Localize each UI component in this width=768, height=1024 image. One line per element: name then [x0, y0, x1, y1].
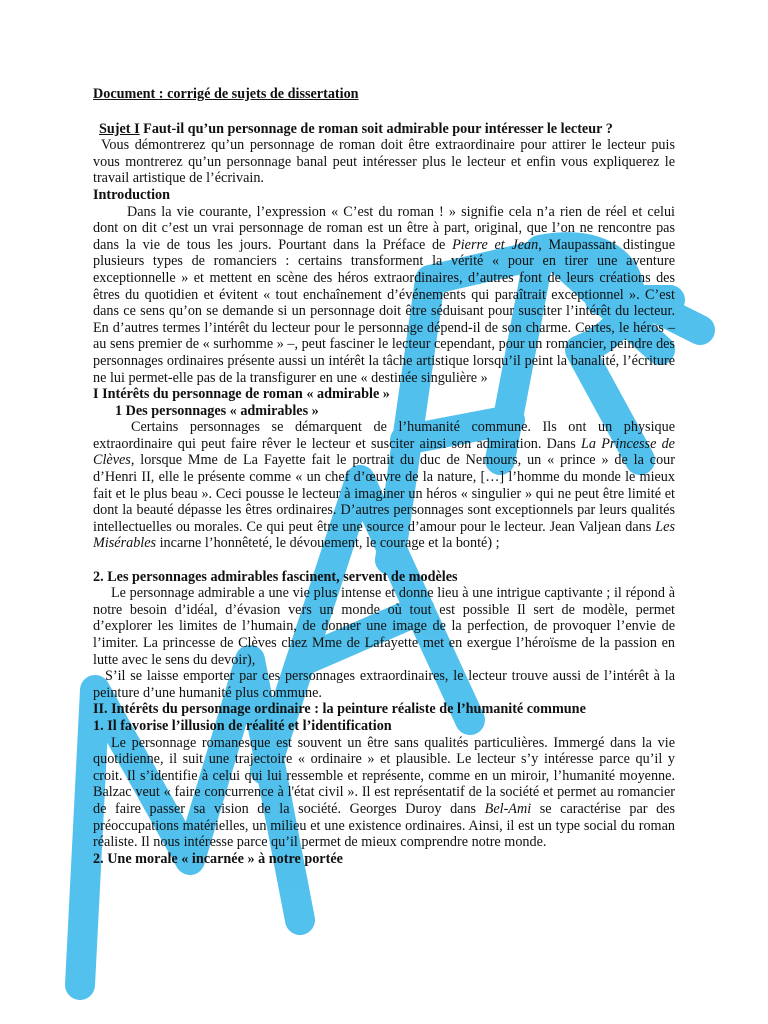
part2-subheading-2: 2. Une morale « incarnée » à notre portée — [93, 850, 343, 867]
p1-text-c: incarne l’honnêteté, le dévouement, le courage et la bonté) ; — [156, 535, 500, 552]
p1-text-a: Certains personnages se démarquent de l’humanité commune. Ils ont un physique extraordinaire qui peut faire rêver le lecteur et susciter ainsi son admiration. Dans — [93, 419, 675, 452]
part1-paragraph-2: Le personnage admirable a une vie plus intense et donne lieu à une intrigue captivante ; il répond à notre besoin d’idéal, d’évasion vers un monde où tout est possible Il sert de modèle, permet d’explorer les limites de l’humain, de donner une image de la perfection, de provoquer l’envie de l’imiter. La princesse de Clèves chez Mme de Lafayette met en exergue l’héroïsme de la passion en lutte avec le sens du devoir), — [93, 585, 675, 668]
subject-instructions: Vous démontrerez qu’un personnage de roman doit être extraordinaire pour attirer le lecteur puis vous montrerez qu’un personnage banal peut intéresser plus le lecteur et enfin vous expliquerez le travail artistique de l’écrivain. — [93, 137, 675, 187]
intro-book-title: Pierre et Jean — [452, 236, 539, 253]
part1-heading: I Intérêts du personnage de roman « admirable » — [93, 386, 390, 403]
subject-question: Faut-il qu’un personnage de roman soit admirable pour intéresser le lecteur ? — [139, 120, 613, 137]
document-title: Document : corrigé de sujets de dissertation — [93, 86, 359, 102]
part1-subheading-2: 2. Les personnages admirables fascinent, servent de modèles — [93, 568, 458, 585]
part2-heading: II. Intérêts du personnage ordinaire : la peinture réaliste de l’humanité commune — [93, 701, 586, 718]
p4-book-title: Bel-Ami — [484, 800, 532, 817]
subject-label: Sujet I — [99, 120, 140, 137]
transition-paragraph: S’il se laisse emporter par ces personnages extraordinaires, le lecteur trouve aussi de l’intérêt à la peinture d’une humanité plus commune. — [93, 668, 675, 701]
part2-paragraph-1 — [93, 735, 675, 851]
intro-text-a: Dans la vie courante, l’expression « C’est du roman ! » signifie cela n’a rien de réel et celui dont on dit c’est un vrai personnage de roman est un être à part, original, que l’on ne rencontre pas dans la vie de tous les jours. Pourtant dans la Préface de — [93, 203, 675, 253]
p1-book-title-2: Les Misérables — [93, 518, 675, 552]
part1-paragraph-1 — [93, 419, 675, 552]
intro-paragraph — [93, 204, 675, 387]
intro-heading: Introduction — [93, 186, 170, 203]
p1-book-title-1: La Princesse de Clèves — [93, 435, 675, 469]
part2-subheading-1: 1. Il favorise l’illusion de réalité et l’identification — [93, 717, 392, 734]
spacer — [93, 552, 675, 569]
p4-text-b: se caractérise par des préoccupations matérielles, un milieu et une existence ordinaires. Ainsi, il est un type social du roman réaliste. Il nous intéresse parce qu’il permet de mieux comprendre notre monde. — [93, 800, 675, 851]
document-body — [93, 86, 675, 867]
p1-text-b: , lorsque Mme de La Fayette fait le portrait du duc de Nemours, un « prince » de la cour d’Henri II, elle le présente comme « un chef d’œuvre de la nature, […] l’homme du monde le mieux fait et le plus beau ». Ceci pousse le lecteur à imaginer un héros « singulier » qui ne peut être limité et dont la beauté dépasse les êtres ordinaires. D’autres personnages sont exceptionnels par leurs qualités intellectuelles ou morales. Ce qui peut être une source d’amour pour le lecteur. Jean Valjean dans — [93, 452, 675, 535]
subject-heading — [93, 121, 675, 138]
p4-text-a: Le personnage romanesque est souvent un être sans qualités particulières. Immergé dans la vie quotidienne, il suit une trajectoire « ordinaire » et plausible. Le lecteur s’y intéresse parce qu’il y croit. Il s’identifie à celui qui lui ressemble et représente, comme en un miroir, l’humanité moyenne. Balzac veut « faire concurrence à l'état civil ». Il est représentatif de la société et permet au romancier de faire passer sa vision de la société. Georges Duroy dans — [93, 734, 675, 817]
intro-text-b: , Maupassant distingue plusieurs types de romanciers : certains transforment la vérité « pour en tirer une aventure exceptionnelle » et mettent en scène des héros extraordinaires, d’autres font de leurs créations des êtres du quotidien et évitent « tout enchaînement d’événements qui paraîtrait exceptionnel ». C’est dans ce sens qu’on se demande si un personnage doit être séduisant pour susciter l’intérêt du lecteur. En d’autres termes l’intérêt du lecteur pour le personnage dépend-il de son charme. Certes, le héros – au sens premier de « surhomme » –, peut fasciner le lecteur cependant, pour un romancier, peindre des personnages ordinaires présente aussi un intérêt la tâche artistique lorsqu’il peint la banalité, l’écriture ne lui permet-elle pas de la transfigurer en une « destinée singulière » — [93, 236, 675, 386]
part1-subheading-1: 1 Des personnages « admirables » — [115, 402, 319, 419]
